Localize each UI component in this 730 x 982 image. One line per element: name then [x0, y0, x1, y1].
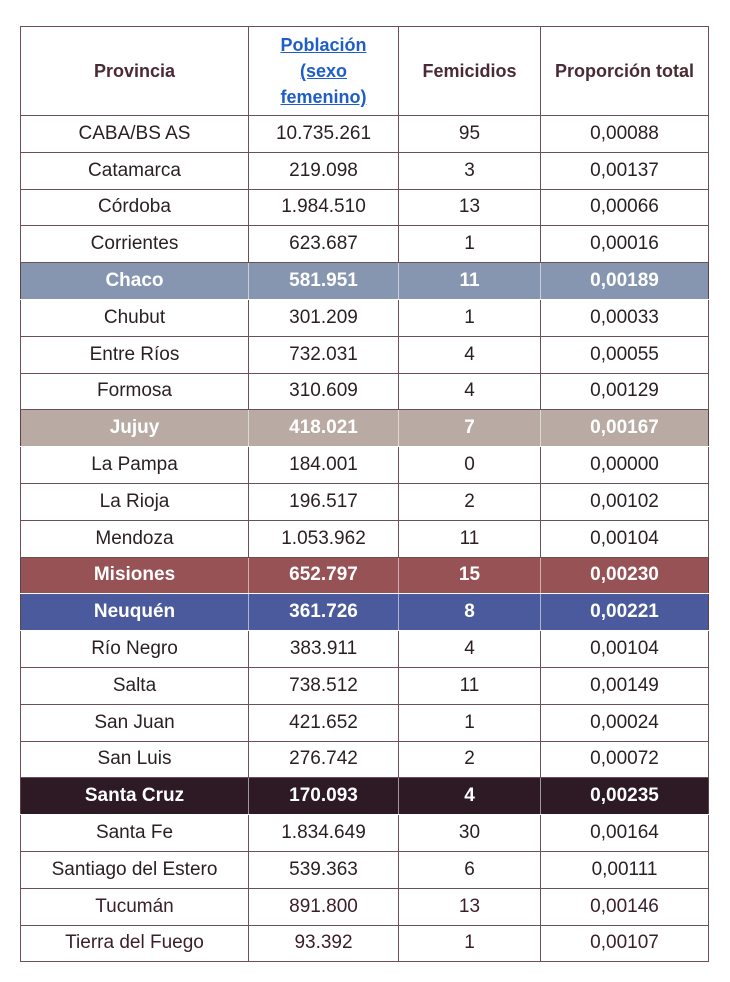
cell-proporcion: 0,00230 [541, 557, 709, 594]
table-row [21, 447, 709, 484]
cell-poblacion: 361.726 [249, 594, 399, 631]
cell-femicidios: 0 [399, 447, 541, 484]
cell-poblacion: 219.098 [249, 152, 399, 189]
cell-proporcion: 0,00221 [541, 594, 709, 631]
cell-femicidios: 95 [399, 116, 541, 153]
table-header-row [21, 27, 709, 116]
cell-proporcion: 0,00104 [541, 520, 709, 557]
header-poblacion-line-1[interactable]: Población [280, 35, 367, 55]
cell-femicidios: 11 [399, 667, 541, 704]
cell-poblacion: 310.609 [249, 373, 399, 410]
table-row [21, 704, 709, 741]
table-row [21, 557, 709, 594]
cell-femicidios: 1 [399, 704, 541, 741]
cell-poblacion: 738.512 [249, 667, 399, 704]
table-row [21, 631, 709, 668]
header-poblacion-line-2[interactable]: (sexo [299, 61, 348, 81]
cell-proporcion: 0,00164 [541, 815, 709, 852]
table-row [21, 116, 709, 153]
cell-poblacion: 581.951 [249, 263, 399, 300]
cell-poblacion: 1.053.962 [249, 520, 399, 557]
cell-provincia: San Luis [21, 741, 249, 778]
header-poblacion-link[interactable] [249, 27, 399, 116]
cell-provincia: Neuquén [21, 594, 249, 631]
cell-provincia: Mendoza [21, 520, 249, 557]
table-row [21, 152, 709, 189]
cell-proporcion: 0,00146 [541, 888, 709, 925]
cell-poblacion: 383.911 [249, 631, 399, 668]
cell-femicidios: 4 [399, 778, 541, 815]
table-row [21, 888, 709, 925]
cell-poblacion: 301.209 [249, 299, 399, 336]
cell-provincia: Misiones [21, 557, 249, 594]
cell-femicidios: 11 [399, 263, 541, 300]
cell-poblacion: 276.742 [249, 741, 399, 778]
cell-femicidios: 6 [399, 851, 541, 888]
cell-poblacion: 732.031 [249, 336, 399, 373]
cell-provincia: Santa Fe [21, 815, 249, 852]
table-row [21, 299, 709, 336]
table-row [21, 925, 709, 962]
header-provincia: Provincia [21, 27, 249, 116]
cell-femicidios: 8 [399, 594, 541, 631]
table-row [21, 189, 709, 226]
cell-proporcion: 0,00066 [541, 189, 709, 226]
cell-poblacion: 652.797 [249, 557, 399, 594]
table-row [21, 667, 709, 704]
cell-poblacion: 1.984.510 [249, 189, 399, 226]
femicide-table [20, 26, 709, 962]
table-row [21, 410, 709, 447]
table-row [21, 483, 709, 520]
cell-proporcion: 0,00137 [541, 152, 709, 189]
cell-proporcion: 0,00055 [541, 336, 709, 373]
table-row [21, 336, 709, 373]
cell-proporcion: 0,00235 [541, 778, 709, 815]
cell-femicidios: 15 [399, 557, 541, 594]
cell-poblacion: 184.001 [249, 447, 399, 484]
cell-poblacion: 539.363 [249, 851, 399, 888]
table-row [21, 263, 709, 300]
table-row [21, 520, 709, 557]
table-row [21, 373, 709, 410]
table-row [21, 741, 709, 778]
cell-femicidios: 2 [399, 741, 541, 778]
cell-poblacion: 196.517 [249, 483, 399, 520]
cell-femicidios: 13 [399, 189, 541, 226]
cell-provincia: Salta [21, 667, 249, 704]
cell-provincia: Jujuy [21, 410, 249, 447]
cell-poblacion: 623.687 [249, 226, 399, 263]
cell-femicidios: 1 [399, 226, 541, 263]
table-row [21, 778, 709, 815]
cell-femicidios: 11 [399, 520, 541, 557]
cell-poblacion: 1.834.649 [249, 815, 399, 852]
cell-provincia: Santiago del Estero [21, 851, 249, 888]
cell-poblacion: 170.093 [249, 778, 399, 815]
cell-provincia: Formosa [21, 373, 249, 410]
cell-proporcion: 0,00189 [541, 263, 709, 300]
cell-proporcion: 0,00033 [541, 299, 709, 336]
cell-provincia: San Juan [21, 704, 249, 741]
cell-provincia: Entre Ríos [21, 336, 249, 373]
header-poblacion-line-3[interactable]: femenino) [280, 87, 367, 107]
cell-femicidios: 4 [399, 373, 541, 410]
cell-proporcion: 0,00102 [541, 483, 709, 520]
cell-proporcion: 0,00104 [541, 631, 709, 668]
cell-provincia: Corrientes [21, 226, 249, 263]
table-row [21, 594, 709, 631]
cell-femicidios: 4 [399, 631, 541, 668]
cell-poblacion: 10.735.261 [249, 116, 399, 153]
cell-poblacion: 418.021 [249, 410, 399, 447]
cell-proporcion: 0,00088 [541, 116, 709, 153]
cell-proporcion: 0,00111 [541, 851, 709, 888]
cell-femicidios: 2 [399, 483, 541, 520]
header-femicidios: Femicidios [399, 27, 541, 116]
cell-provincia: Tierra del Fuego [21, 925, 249, 962]
cell-femicidios: 1 [399, 925, 541, 962]
cell-femicidios: 4 [399, 336, 541, 373]
cell-proporcion: 0,00129 [541, 373, 709, 410]
cell-proporcion: 0,00000 [541, 447, 709, 484]
cell-poblacion: 93.392 [249, 925, 399, 962]
cell-poblacion: 891.800 [249, 888, 399, 925]
cell-proporcion: 0,00167 [541, 410, 709, 447]
cell-femicidios: 7 [399, 410, 541, 447]
cell-provincia: Catamarca [21, 152, 249, 189]
header-proporcion: Proporción total [541, 27, 709, 116]
cell-proporcion: 0,00016 [541, 226, 709, 263]
cell-femicidios: 1 [399, 299, 541, 336]
table-row [21, 226, 709, 263]
cell-provincia: Chubut [21, 299, 249, 336]
cell-provincia: Córdoba [21, 189, 249, 226]
cell-proporcion: 0,00107 [541, 925, 709, 962]
cell-poblacion: 421.652 [249, 704, 399, 741]
cell-provincia: Tucumán [21, 888, 249, 925]
cell-provincia: CABA/BS AS [21, 116, 249, 153]
table-row [21, 851, 709, 888]
cell-femicidios: 30 [399, 815, 541, 852]
cell-provincia: La Pampa [21, 447, 249, 484]
cell-proporcion: 0,00024 [541, 704, 709, 741]
cell-proporcion: 0,00149 [541, 667, 709, 704]
cell-provincia: Río Negro [21, 631, 249, 668]
cell-proporcion: 0,00072 [541, 741, 709, 778]
cell-provincia: Chaco [21, 263, 249, 300]
cell-femicidios: 13 [399, 888, 541, 925]
cell-femicidios: 3 [399, 152, 541, 189]
cell-provincia: Santa Cruz [21, 778, 249, 815]
table-row [21, 815, 709, 852]
cell-provincia: La Rioja [21, 483, 249, 520]
